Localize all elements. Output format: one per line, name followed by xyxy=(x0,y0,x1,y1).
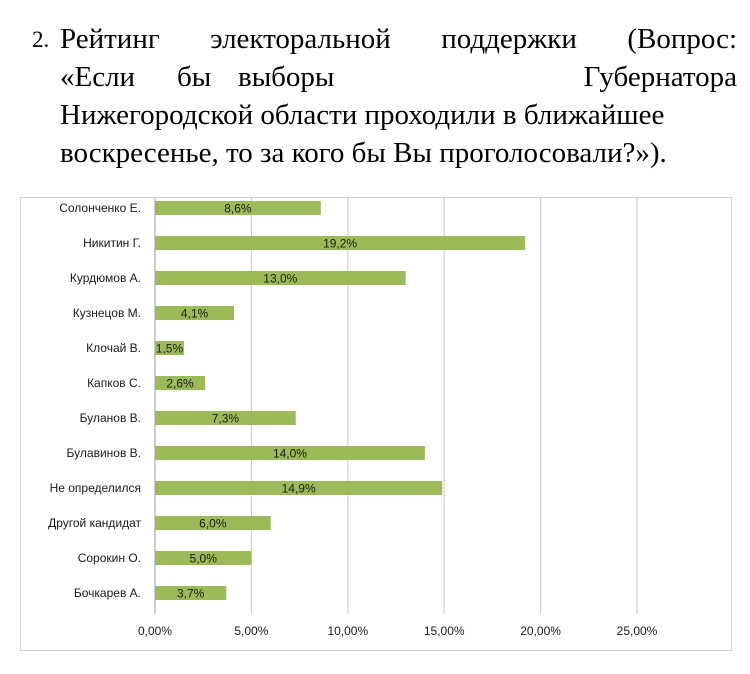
x-tick-label: 5,00% xyxy=(234,624,269,638)
chart-frame xyxy=(20,197,732,651)
category-label: Никитин Г. xyxy=(83,236,141,250)
heading-line-3: Нижегородской области проходили в ближайшее xyxy=(60,99,665,131)
category-label: Булавинов В. xyxy=(66,446,141,460)
question-heading xyxy=(32,20,737,172)
heading-word: электоральной xyxy=(210,23,391,55)
data-label: 7,3% xyxy=(211,411,240,426)
heading-word: Губернатора xyxy=(583,61,737,93)
category-label: Другой кандидат xyxy=(48,516,141,530)
category-label: Клочай В. xyxy=(86,341,141,355)
data-label: 4,1% xyxy=(180,306,209,321)
x-tick-label: 25,00% xyxy=(616,624,658,638)
heading-word: поддержки xyxy=(441,23,577,55)
heading-line-4: воскресенье, то за кого бы Вы проголосовали?»). xyxy=(60,137,667,169)
data-label: 19,2% xyxy=(323,236,358,251)
data-label: 8,6% xyxy=(224,201,252,216)
x-tick-label: 15,00% xyxy=(423,624,465,638)
category-label: Не определился xyxy=(49,481,141,495)
question-number: 2. xyxy=(32,27,50,52)
data-label: 14,0% xyxy=(272,446,307,461)
x-tick-label: 0,00% xyxy=(137,624,173,638)
x-tick-label: 20,00% xyxy=(520,624,561,638)
data-label: 1,5% xyxy=(155,341,184,356)
category-label: Кузнецов М. xyxy=(72,306,141,320)
heading-word: Рейтинг xyxy=(60,23,160,55)
data-label: 5,0% xyxy=(189,551,217,566)
heading-line-1 xyxy=(60,20,737,58)
category-label: Буланов В. xyxy=(79,411,141,425)
category-label: Солонченко Е. xyxy=(59,201,141,215)
data-label: 13,0% xyxy=(263,271,298,286)
x-tick-label: 10,00% xyxy=(327,624,369,638)
data-label: 2,6% xyxy=(166,376,194,391)
category-label: Курдюмов А. xyxy=(69,271,141,285)
bar-chart xyxy=(21,198,731,650)
heading-word: бы xyxy=(177,61,212,93)
heading-word: выборы xyxy=(238,61,335,93)
heading-line-2 xyxy=(60,58,737,96)
data-label: 6,0% xyxy=(199,516,227,531)
category-label: Капков С. xyxy=(87,376,141,390)
category-label: Бочкарев А. xyxy=(73,586,141,600)
category-label: Сорокин О. xyxy=(77,551,141,565)
heading-word: «Если xyxy=(60,61,136,93)
data-label: 14,9% xyxy=(281,481,316,496)
data-label: 3,7% xyxy=(176,586,205,601)
heading-word: (Вопрос: xyxy=(627,23,737,55)
